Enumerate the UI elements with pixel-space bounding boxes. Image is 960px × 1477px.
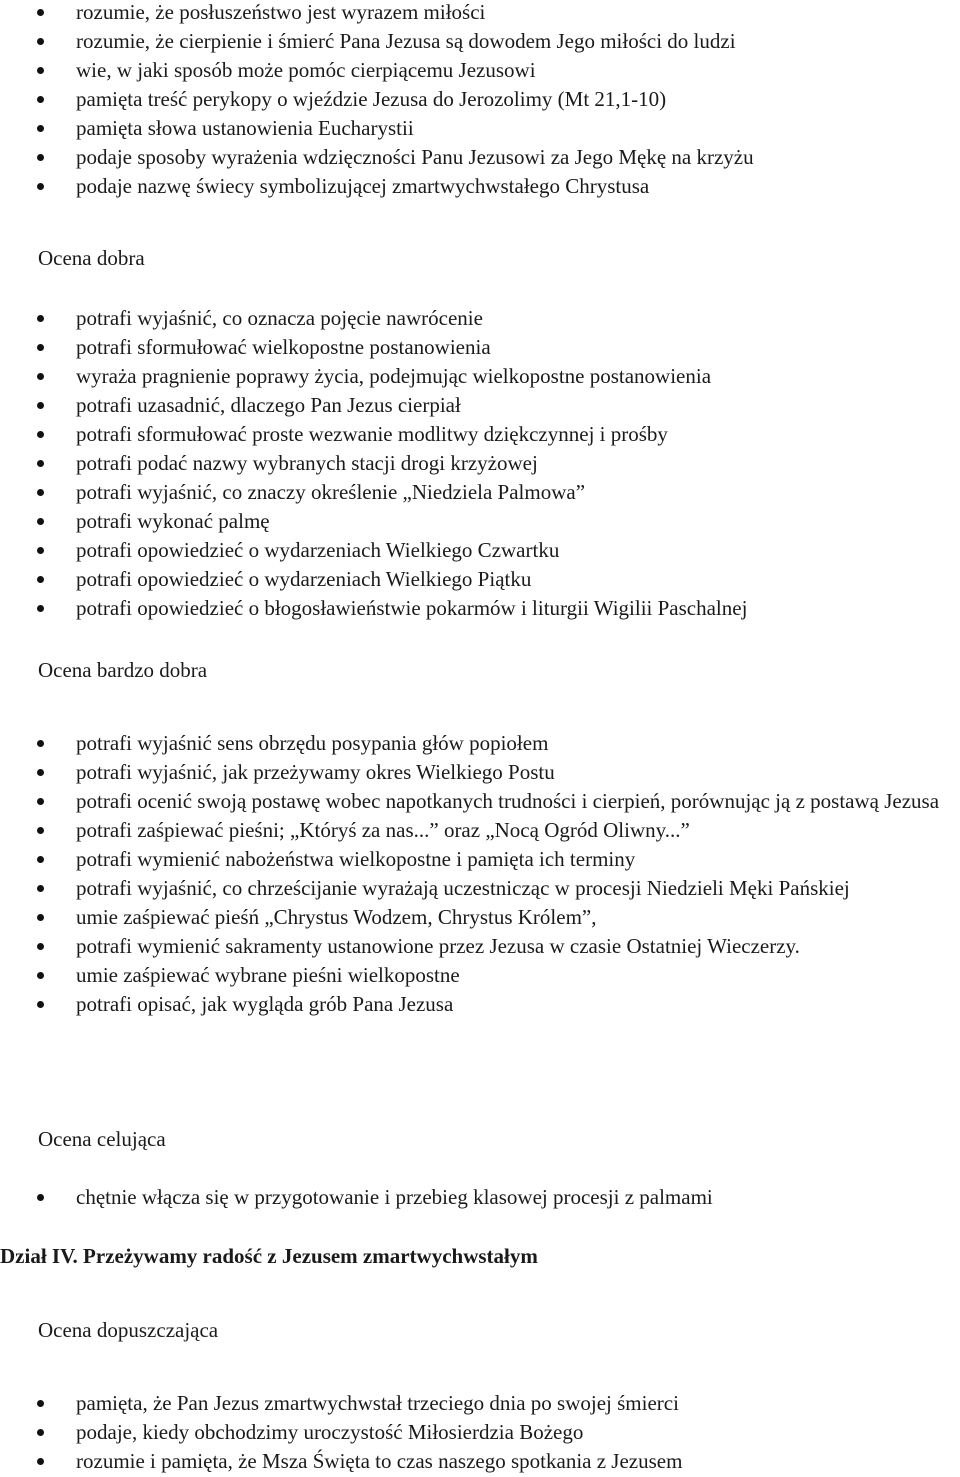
requirements-list-good bbox=[0, 304, 960, 623]
bullet-icon bbox=[37, 344, 44, 351]
list-item-text: potrafi wymienić nabożeństwa wielkopostne i pamięta ich terminy bbox=[76, 847, 636, 871]
bullet-icon bbox=[37, 373, 44, 380]
bullet-icon bbox=[37, 769, 44, 776]
list-item bbox=[0, 758, 960, 787]
bullet-icon bbox=[37, 518, 44, 525]
list-item-text: potrafi sformułować wielkopostne postanowienia bbox=[76, 335, 491, 359]
list-item bbox=[0, 536, 960, 565]
list-item-text: pamięta treść perykopy o wjeździe Jezusa do Jerozolimy (Mt 21,1-10) bbox=[76, 87, 667, 111]
list-item bbox=[0, 362, 960, 391]
bullet-icon bbox=[37, 1194, 44, 1201]
list-item bbox=[0, 27, 960, 56]
bullet-icon bbox=[37, 1001, 44, 1008]
list-item bbox=[0, 961, 960, 990]
list-item bbox=[0, 903, 960, 932]
bullet-icon bbox=[37, 827, 44, 834]
list-item bbox=[0, 845, 960, 874]
bullet-icon bbox=[37, 154, 44, 161]
list-item-text: potrafi wyjaśnić sens obrzędu posypania głów popiołem bbox=[76, 731, 549, 755]
list-item-text: podaje nazwę świecy symbolizującej zmartwychwstałego Chrystusa bbox=[76, 174, 650, 198]
list-item-text: potrafi wyjaśnić, co oznacza pojęcie nawrócenie bbox=[76, 306, 483, 330]
list-item-text: podaje, kiedy obchodzimy uroczystość Miłosierdzia Bożego bbox=[76, 1420, 584, 1444]
requirements-list-sufficient bbox=[0, 1389, 960, 1476]
bullet-icon bbox=[37, 914, 44, 921]
bullet-icon bbox=[37, 9, 44, 16]
list-item bbox=[0, 1183, 960, 1212]
bullet-icon bbox=[37, 1400, 44, 1407]
bullet-icon bbox=[37, 576, 44, 583]
list-item bbox=[0, 932, 960, 961]
bullet-icon bbox=[37, 402, 44, 409]
bullet-icon bbox=[37, 1429, 44, 1436]
list-item bbox=[0, 565, 960, 594]
list-item bbox=[0, 816, 960, 845]
list-item-text: rozumie, że posłuszeństwo jest wyrazem miłości bbox=[76, 0, 486, 24]
list-item bbox=[0, 391, 960, 420]
grade-heading-very-good: Ocena bardzo dobra bbox=[38, 658, 208, 682]
bullet-icon bbox=[37, 67, 44, 74]
bullet-icon bbox=[37, 972, 44, 979]
list-item-text: potrafi ocenić swoją postawę wobec napotkanych trudności i cierpień, porównując ją z postawą Jezusa bbox=[76, 789, 940, 813]
list-item bbox=[0, 449, 960, 478]
list-item-text: potrafi podać nazwy wybranych stacji drogi krzyżowej bbox=[76, 451, 538, 475]
list-item-text: umie zaśpiewać pieśń „Chrystus Wodzem, Chrystus Królem”, bbox=[76, 905, 597, 929]
list-item bbox=[0, 85, 960, 114]
list-item bbox=[0, 729, 960, 758]
list-item bbox=[0, 1418, 960, 1447]
bullet-icon bbox=[37, 885, 44, 892]
requirements-list-continued bbox=[0, 0, 960, 201]
list-item bbox=[0, 594, 960, 623]
bullet-icon bbox=[37, 856, 44, 863]
list-item-text: pamięta, że Pan Jezus zmartwychwstał trzeciego dnia po swojej śmierci bbox=[76, 1391, 679, 1415]
list-item bbox=[0, 507, 960, 536]
list-item bbox=[0, 304, 960, 333]
bullet-icon bbox=[37, 740, 44, 747]
bullet-icon bbox=[37, 38, 44, 45]
list-item-text: potrafi uzasadnić, dlaczego Pan Jezus cierpiał bbox=[76, 393, 461, 417]
bullet-icon bbox=[37, 460, 44, 467]
bullet-icon bbox=[37, 489, 44, 496]
list-item bbox=[0, 172, 960, 201]
list-item-text: pamięta słowa ustanowienia Eucharystii bbox=[76, 116, 414, 140]
list-item bbox=[0, 990, 960, 1019]
bullet-icon bbox=[37, 1458, 44, 1465]
list-item-text: chętnie włącza się w przygotowanie i przebieg klasowej procesji z palmami bbox=[76, 1185, 713, 1209]
list-item bbox=[0, 143, 960, 172]
list-item-text: potrafi wykonać palmę bbox=[76, 509, 270, 533]
bullet-icon bbox=[37, 315, 44, 322]
list-item-text: podaje sposoby wyrażenia wdzięczności Panu Jezusowi za Jego Mękę na krzyżu bbox=[76, 145, 754, 169]
list-item bbox=[0, 874, 960, 903]
list-item-text: potrafi sformułować proste wezwanie modlitwy dziękczynnej i prośby bbox=[76, 422, 668, 446]
list-item bbox=[0, 56, 960, 85]
list-item-text: potrafi zaśpiewać pieśni; „Któryś za nas...” oraz „Nocą Ogród Oliwny...” bbox=[76, 818, 690, 842]
section-title: Dział IV. Przeżywamy radość z Jezusem zmartwychwstałym bbox=[0, 1244, 538, 1268]
list-item-text: potrafi wyjaśnić, co chrześcijanie wyrażają uczestnicząc w procesji Niedzieli Męki Pańskiej bbox=[76, 876, 850, 900]
grade-heading-excellent: Ocena celująca bbox=[38, 1127, 166, 1151]
list-item-text: potrafi wyjaśnić, jak przeżywamy okres Wielkiego Postu bbox=[76, 760, 555, 784]
bullet-icon bbox=[37, 547, 44, 554]
list-item-text: potrafi opowiedzieć o wydarzeniach Wielkiego Czwartku bbox=[76, 538, 560, 562]
list-item-text: potrafi opowiedzieć o wydarzeniach Wielkiego Piątku bbox=[76, 567, 532, 591]
bullet-icon bbox=[37, 96, 44, 103]
list-item bbox=[0, 478, 960, 507]
bullet-icon bbox=[37, 431, 44, 438]
list-item bbox=[0, 1389, 960, 1418]
list-item bbox=[0, 0, 960, 27]
grade-heading-good: Ocena dobra bbox=[38, 246, 145, 270]
requirements-list-excellent bbox=[0, 1183, 960, 1212]
list-item bbox=[0, 114, 960, 143]
list-item-text: rozumie, że cierpienie i śmierć Pana Jezusa są dowodem Jego miłości do ludzi bbox=[76, 29, 736, 53]
list-item-text: rozumie i pamięta, że Msza Święta to czas naszego spotkania z Jezusem bbox=[76, 1449, 683, 1473]
list-item bbox=[0, 787, 960, 816]
bullet-icon bbox=[37, 183, 44, 190]
list-item bbox=[0, 333, 960, 362]
list-item bbox=[0, 1447, 960, 1476]
list-item-text: potrafi wyjaśnić, co znaczy określenie „Niedziela Palmowa” bbox=[76, 480, 586, 504]
list-item-text: potrafi wymienić sakramenty ustanowione przez Jezusa w czasie Ostatniej Wieczerzy. bbox=[76, 934, 800, 958]
grade-heading-sufficient: Ocena dopuszczająca bbox=[38, 1318, 219, 1342]
list-item-text: wie, w jaki sposób może pomóc cierpiącemu Jezusowi bbox=[76, 58, 536, 82]
list-item-text: potrafi opisać, jak wygląda grób Pana Jezusa bbox=[76, 992, 454, 1016]
list-item-text: wyraża pragnienie poprawy życia, podejmując wielkopostne postanowienia bbox=[76, 364, 712, 388]
list-item bbox=[0, 420, 960, 449]
bullet-icon bbox=[37, 605, 44, 612]
list-item-text: umie zaśpiewać wybrane pieśni wielkopostne bbox=[76, 963, 460, 987]
bullet-icon bbox=[37, 943, 44, 950]
list-item-text: potrafi opowiedzieć o błogosławieństwie pokarmów i liturgii Wigilii Paschalnej bbox=[76, 596, 748, 620]
bullet-icon bbox=[37, 125, 44, 132]
requirements-list-very-good bbox=[0, 729, 960, 1019]
bullet-icon bbox=[37, 798, 44, 805]
